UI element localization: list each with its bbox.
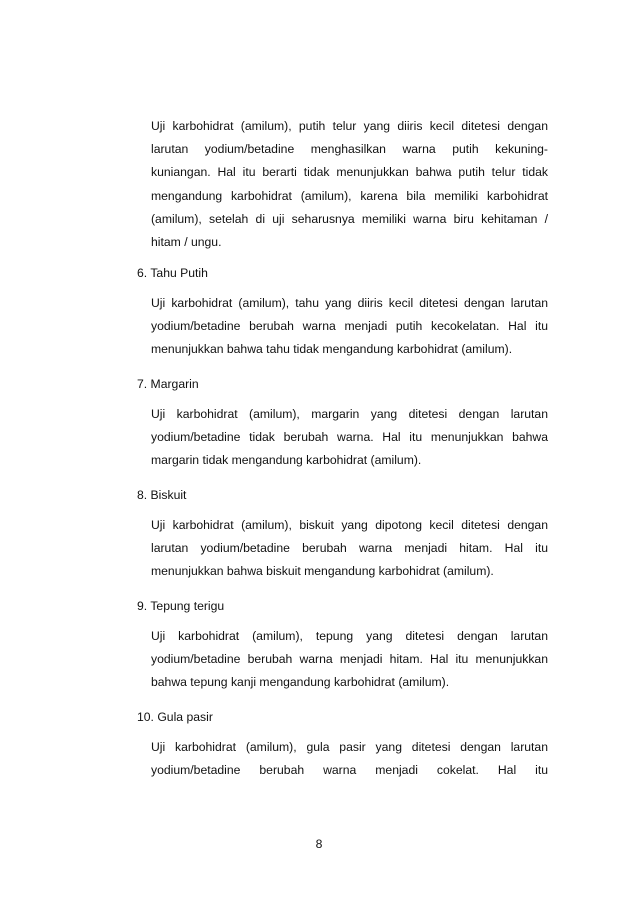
paragraph-line: yodium/betadine berubah warna menjadi hitam. Hal itu menunjukkan [151,652,548,667]
paragraph-gula-pasir [151,736,548,782]
paragraph-line: hitam / ungu. [151,234,222,249]
paragraph-line: (amilum), setelah di uji seharusnya memiliki warna biru kehitaman / [151,211,548,226]
paragraph-line: kuniangan. Hal itu berarti tidak menunjukkan bahwa putih telur tidak [151,165,548,180]
paragraph-line: margarin tidak mengandung karbohidrat (amilum). [151,453,422,468]
paragraph-line: yodium/betadine tidak berubah warna. Hal itu menunjukkan bahwa [151,430,548,445]
paragraph-line: Uji karbohidrat (amilum), margarin yang ditetesi dengan larutan [151,407,548,421]
heading-tahu-putih: 6. Tahu Putih [137,266,208,280]
paragraph-putih-telur [151,115,548,254]
paragraph-tahu-putih [151,292,548,362]
heading-gula-pasir: 10. Gula pasir [137,710,213,724]
paragraph-line: Uji karbohidrat (amilum), putih telur yang diiris kecil ditetesi dengan [151,119,548,133]
paragraph-line: Uji karbohidrat (amilum), tahu yang diiris kecil ditetesi dengan larutan [151,296,548,310]
heading-margarin: 7. Margarin [137,377,199,391]
paragraph-line: Uji karbohidrat (amilum), gula pasir yang ditetesi dengan larutan [151,740,548,754]
paragraph-margarin [151,403,548,473]
paragraph-tepung-terigu [151,625,548,695]
heading-tepung-terigu: 9. Tepung terigu [137,599,225,613]
paragraph-line: menunjukkan bahwa tahu tidak mengandung karbohidrat (amilum). [151,342,513,357]
paragraph-line: menunjukkan bahwa biskuit mengandung karbohidrat (amilum). [151,564,494,579]
paragraph-line: bahwa tepung kanji mengandung karbohidrat (amilum). [151,675,450,690]
paragraph-line: yodium/betadine berubah warna menjadi putih kecokelatan. Hal itu [151,319,548,334]
paragraph-line: Uji karbohidrat (amilum), biskuit yang dipotong kecil ditetesi dengan [151,518,548,532]
paragraph-biskuit [151,514,548,584]
page-number: 8 [315,837,323,851]
heading-biskuit: 8. Biskuit [137,488,187,502]
paragraph-line: yodium/betadine berubah warna menjadi cokelat. Hal itu [151,763,548,778]
paragraph-line: larutan yodium/betadine menghasilkan warna putih kekuning- [151,142,548,157]
paragraph-line: Uji karbohidrat (amilum), tepung yang ditetesi dengan larutan [151,629,548,643]
paragraph-line: larutan yodium/betadine berubah warna menjadi hitam. Hal itu [151,541,548,556]
paragraph-line: mengandung karbohidrat (amilum), karena bila memiliki karbohidrat [151,188,548,203]
